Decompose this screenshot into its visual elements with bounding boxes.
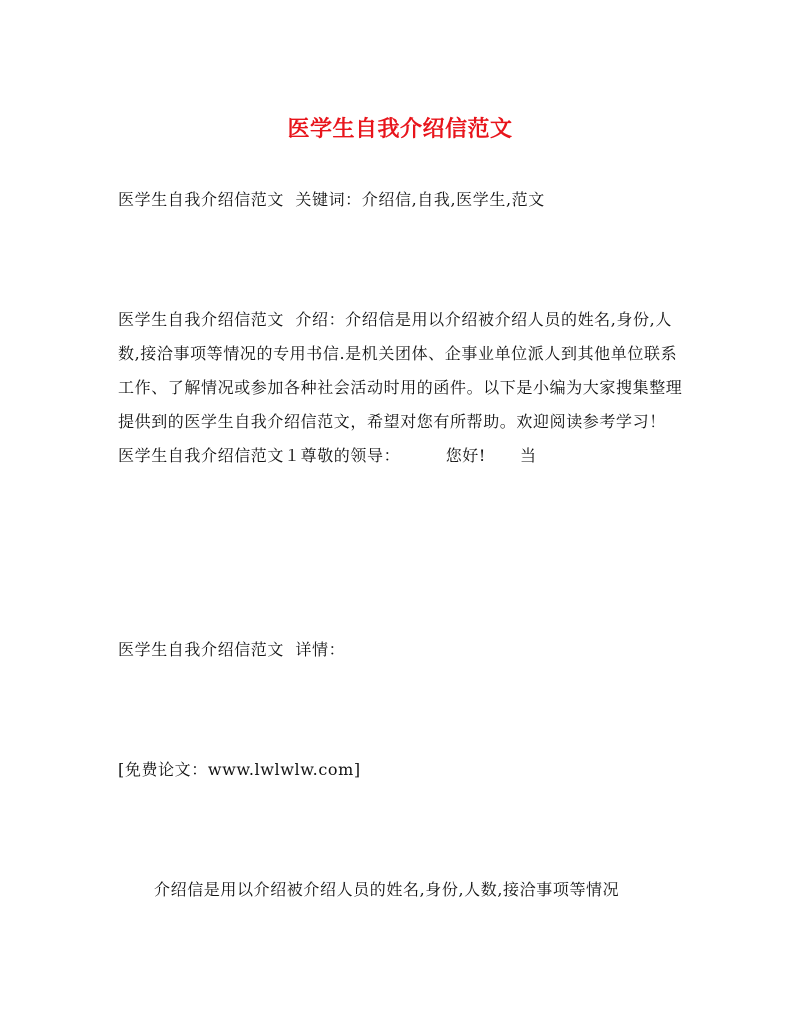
details-heading: 医学生自我介绍信范文 详情： [118, 640, 346, 659]
document-title: 医学生自我介绍信范文 [287, 116, 513, 142]
source-link-text: [免费论文：www.lwlwlw.com] [118, 760, 361, 779]
intro-paragraph: 医学生自我介绍信范文 介绍：介绍信是用以介绍被介绍人员的姓名,身份,人数,接洽事项等情况的专用书信.是机关团体、企事业单位派人到其他单位联系工作、了解情况或参加各种社会活动时用的函件。以下是小编为大家搜集整理提供到的医学生自我介绍信范文，希望对您有所帮助。欢迎阅读参考学习！ 医学生自我介绍信范文１尊敬的领导： 您好! 当 [118, 310, 712, 465]
keywords-line: 医学生自我介绍信范文 关键词：介绍信,自我,医学生,范文 [118, 190, 545, 209]
body-paragraph: 介绍信是用以介绍被介绍人员的姓名,身份,人数,接洽事项等情况 [154, 880, 620, 899]
